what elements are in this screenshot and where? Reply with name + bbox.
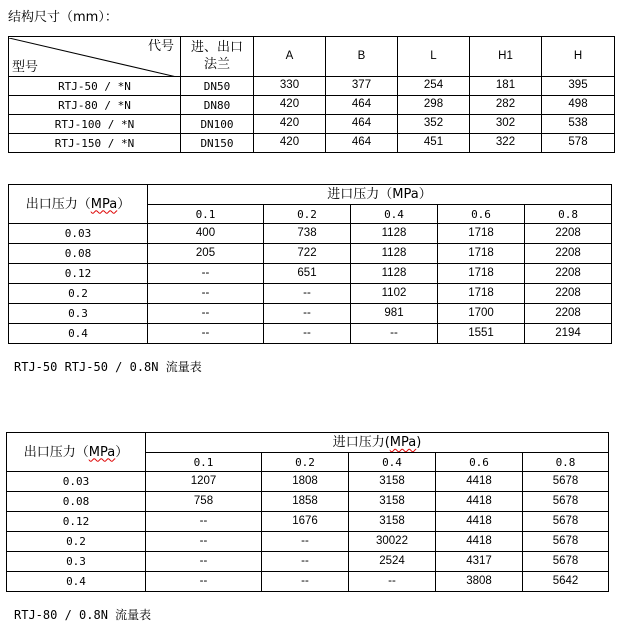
- flow-cell: 1102: [351, 284, 438, 304]
- outlet-pressure-unit: MPa: [88, 444, 116, 460]
- model-cell: RTJ-80 / *N: [9, 96, 181, 115]
- value-cell: 298: [398, 96, 470, 115]
- inlet-value-header: 0.8: [525, 205, 612, 224]
- inlet-value-header: 0.1: [146, 453, 262, 472]
- inlet-pressure-label: 进口压力: [327, 187, 380, 202]
- outlet-value-cell: 0.3: [7, 552, 146, 572]
- value-cell: 464: [326, 115, 398, 134]
- flow-cell: 1718: [438, 264, 525, 284]
- outlet-value-cell: 0.08: [7, 492, 146, 512]
- table-row: [9, 115, 615, 134]
- flange-cell: DN80: [181, 96, 254, 115]
- outlet-value-cell: 0.4: [9, 324, 148, 344]
- flange-cell: DN50: [181, 77, 254, 96]
- outlet-value-cell: 0.03: [7, 472, 146, 492]
- table-row: [7, 512, 609, 532]
- flow-cell: --: [146, 512, 262, 532]
- flow-cell: --: [264, 304, 351, 324]
- col-header-h: H: [542, 37, 615, 77]
- value-cell: 538: [542, 115, 615, 134]
- flow-cell: --: [148, 284, 264, 304]
- flow-cell: 400: [148, 224, 264, 244]
- flow-cell: 1551: [438, 324, 525, 344]
- value-cell: 420: [254, 115, 326, 134]
- flow-cell: --: [146, 552, 262, 572]
- value-cell: 352: [398, 115, 470, 134]
- flow-table-2-caption: RTJ-80 / 0.8N 流量表: [14, 608, 152, 622]
- table-row: [9, 264, 612, 284]
- flange-cell: DN100: [181, 115, 254, 134]
- value-cell: 254: [398, 77, 470, 96]
- inlet-value-header: 0.2: [264, 205, 351, 224]
- inlet-value-header: 0.2: [262, 453, 349, 472]
- inlet-pressure-label: 进口压力: [332, 435, 385, 450]
- flow-cell: 4418: [436, 532, 523, 552]
- outlet-value-cell: 0.08: [9, 244, 148, 264]
- flow-cell: 4317: [436, 552, 523, 572]
- flange-header: [181, 37, 254, 77]
- heading-unit: （mm）：: [60, 10, 118, 25]
- outlet-value-cell: 0.3: [9, 304, 148, 324]
- flow-cell: --: [264, 324, 351, 344]
- value-cell: 420: [254, 134, 326, 153]
- flow-cell: 30022: [349, 532, 436, 552]
- corner-header-cell: [9, 37, 181, 77]
- col-header-b: B: [326, 37, 398, 77]
- flow-cell: --: [148, 324, 264, 344]
- outlet-value-cell: 0.2: [7, 532, 146, 552]
- outlet-pressure-header: 出口压力（MPa）: [7, 433, 146, 472]
- value-cell: 330: [254, 77, 326, 96]
- flow-cell: 758: [146, 492, 262, 512]
- flow-cell: 1207: [146, 472, 262, 492]
- flow-table-1-caption: RTJ-50 RTJ-50 / 0.8N 流量表: [14, 360, 202, 374]
- value-cell: 181: [470, 77, 542, 96]
- heading-prefix: 结构尺寸: [8, 10, 61, 25]
- value-cell: 578: [542, 134, 615, 153]
- flow-cell: 1700: [438, 304, 525, 324]
- flow-cell: 2208: [525, 224, 612, 244]
- col-header-l: L: [398, 37, 470, 77]
- flow-cell: 1858: [262, 492, 349, 512]
- table-row: [7, 572, 609, 592]
- table-row: [9, 304, 612, 324]
- flow-cell: 3158: [349, 472, 436, 492]
- value-cell: 282: [470, 96, 542, 115]
- flow-cell: 3158: [349, 492, 436, 512]
- flow-cell: 4418: [436, 512, 523, 532]
- flow-cell: --: [351, 324, 438, 344]
- flow-cell: 981: [351, 304, 438, 324]
- flow-cell: 2194: [525, 324, 612, 344]
- value-cell: 498: [542, 96, 615, 115]
- value-cell: 377: [326, 77, 398, 96]
- flow-cell: 1676: [262, 512, 349, 532]
- flow-cell: --: [349, 572, 436, 592]
- flow-cell: 4418: [436, 472, 523, 492]
- flange-cell: DN150: [181, 134, 254, 153]
- inlet-pressure-unit: MPa: [392, 187, 419, 202]
- flow-cell: 651: [264, 264, 351, 284]
- table-row: [9, 224, 612, 244]
- table-row: [9, 284, 612, 304]
- flow-cell: --: [148, 264, 264, 284]
- flow-cell: --: [148, 304, 264, 324]
- value-cell: 302: [470, 115, 542, 134]
- col-header-h1: H1: [470, 37, 542, 77]
- inlet-pressure-header: 进口压力(MPa): [146, 433, 609, 453]
- outlet-pressure-label: 出口压力: [23, 444, 76, 460]
- flow-cell: --: [262, 572, 349, 592]
- value-cell: 464: [326, 96, 398, 115]
- dimension-table: [8, 36, 615, 153]
- value-cell: 395: [542, 77, 615, 96]
- value-cell: 451: [398, 134, 470, 153]
- flow-cell: 2208: [525, 264, 612, 284]
- flow-cell: 5678: [523, 532, 609, 552]
- flow-cell: 1128: [351, 224, 438, 244]
- flow-cell: 2208: [525, 284, 612, 304]
- flow-cell: --: [146, 532, 262, 552]
- inlet-value-header: 0.1: [148, 205, 264, 224]
- inlet-value-header: 0.4: [349, 453, 436, 472]
- table-row: [7, 552, 609, 572]
- flow-cell: 5678: [523, 492, 609, 512]
- outlet-pressure-unit: MPa: [90, 196, 118, 212]
- outlet-value-cell: 0.12: [7, 512, 146, 532]
- flow-table-rtj50: [8, 184, 612, 344]
- flow-cell: 1808: [262, 472, 349, 492]
- inlet-value-header: 0.6: [438, 205, 525, 224]
- outlet-pressure-label: 出口压力: [25, 196, 78, 212]
- table-row: [9, 96, 615, 115]
- inlet-pressure-unit: MPa: [389, 435, 417, 450]
- table-row: [7, 532, 609, 552]
- table-row: [9, 324, 612, 344]
- dimensions-heading: [8, 6, 118, 25]
- inlet-value-header: 0.6: [436, 453, 523, 472]
- flow-cell: 1718: [438, 284, 525, 304]
- table-row: [9, 244, 612, 264]
- flow-cell: --: [262, 552, 349, 572]
- flow-table-rtj80: [6, 432, 609, 592]
- model-cell: RTJ-150 / *N: [9, 134, 181, 153]
- corner-bottom-label: 型号: [12, 59, 39, 75]
- inlet-pressure-header: 进口压力（MPa）: [148, 185, 612, 205]
- flow-cell: 5678: [523, 512, 609, 532]
- model-cell: RTJ-100 / *N: [9, 115, 181, 134]
- table-row: [7, 472, 609, 492]
- flow-cell: 205: [148, 244, 264, 264]
- outlet-value-cell: 0.03: [9, 224, 148, 244]
- value-cell: 464: [326, 134, 398, 153]
- flow-cell: 5642: [523, 572, 609, 592]
- corner-top-label: 代号: [147, 38, 174, 54]
- flow-cell: 2208: [525, 304, 612, 324]
- flange-header-line2: 法兰: [203, 56, 230, 72]
- flow-cell: 2524: [349, 552, 436, 572]
- flow-cell: --: [146, 572, 262, 592]
- flow-cell: --: [262, 532, 349, 552]
- table-row: [7, 492, 609, 512]
- outlet-value-cell: 0.4: [7, 572, 146, 592]
- flow-cell: 3808: [436, 572, 523, 592]
- flow-cell: 1718: [438, 224, 525, 244]
- flow-cell: 5678: [523, 552, 609, 572]
- outlet-pressure-header: 出口压力（MPa）: [9, 185, 148, 224]
- flow-cell: 1128: [351, 244, 438, 264]
- flange-header-line1: 进、出口: [190, 39, 243, 55]
- flow-cell: 3158: [349, 512, 436, 532]
- flow-cell: --: [264, 284, 351, 304]
- flow-cell: 1718: [438, 244, 525, 264]
- inlet-value-header: 0.8: [523, 453, 609, 472]
- inlet-value-header: 0.4: [351, 205, 438, 224]
- flow-cell: 2208: [525, 244, 612, 264]
- flow-cell: 722: [264, 244, 351, 264]
- outlet-value-cell: 0.2: [9, 284, 148, 304]
- outlet-value-cell: 0.12: [9, 264, 148, 284]
- flow-cell: 1128: [351, 264, 438, 284]
- value-cell: 322: [470, 134, 542, 153]
- flow-cell: 4418: [436, 492, 523, 512]
- table-row: [9, 77, 615, 96]
- table-row: [9, 134, 615, 153]
- flow-cell: 738: [264, 224, 351, 244]
- model-cell: RTJ-50 / *N: [9, 77, 181, 96]
- value-cell: 420: [254, 96, 326, 115]
- flow-cell: 5678: [523, 472, 609, 492]
- col-header-a: A: [254, 37, 326, 77]
